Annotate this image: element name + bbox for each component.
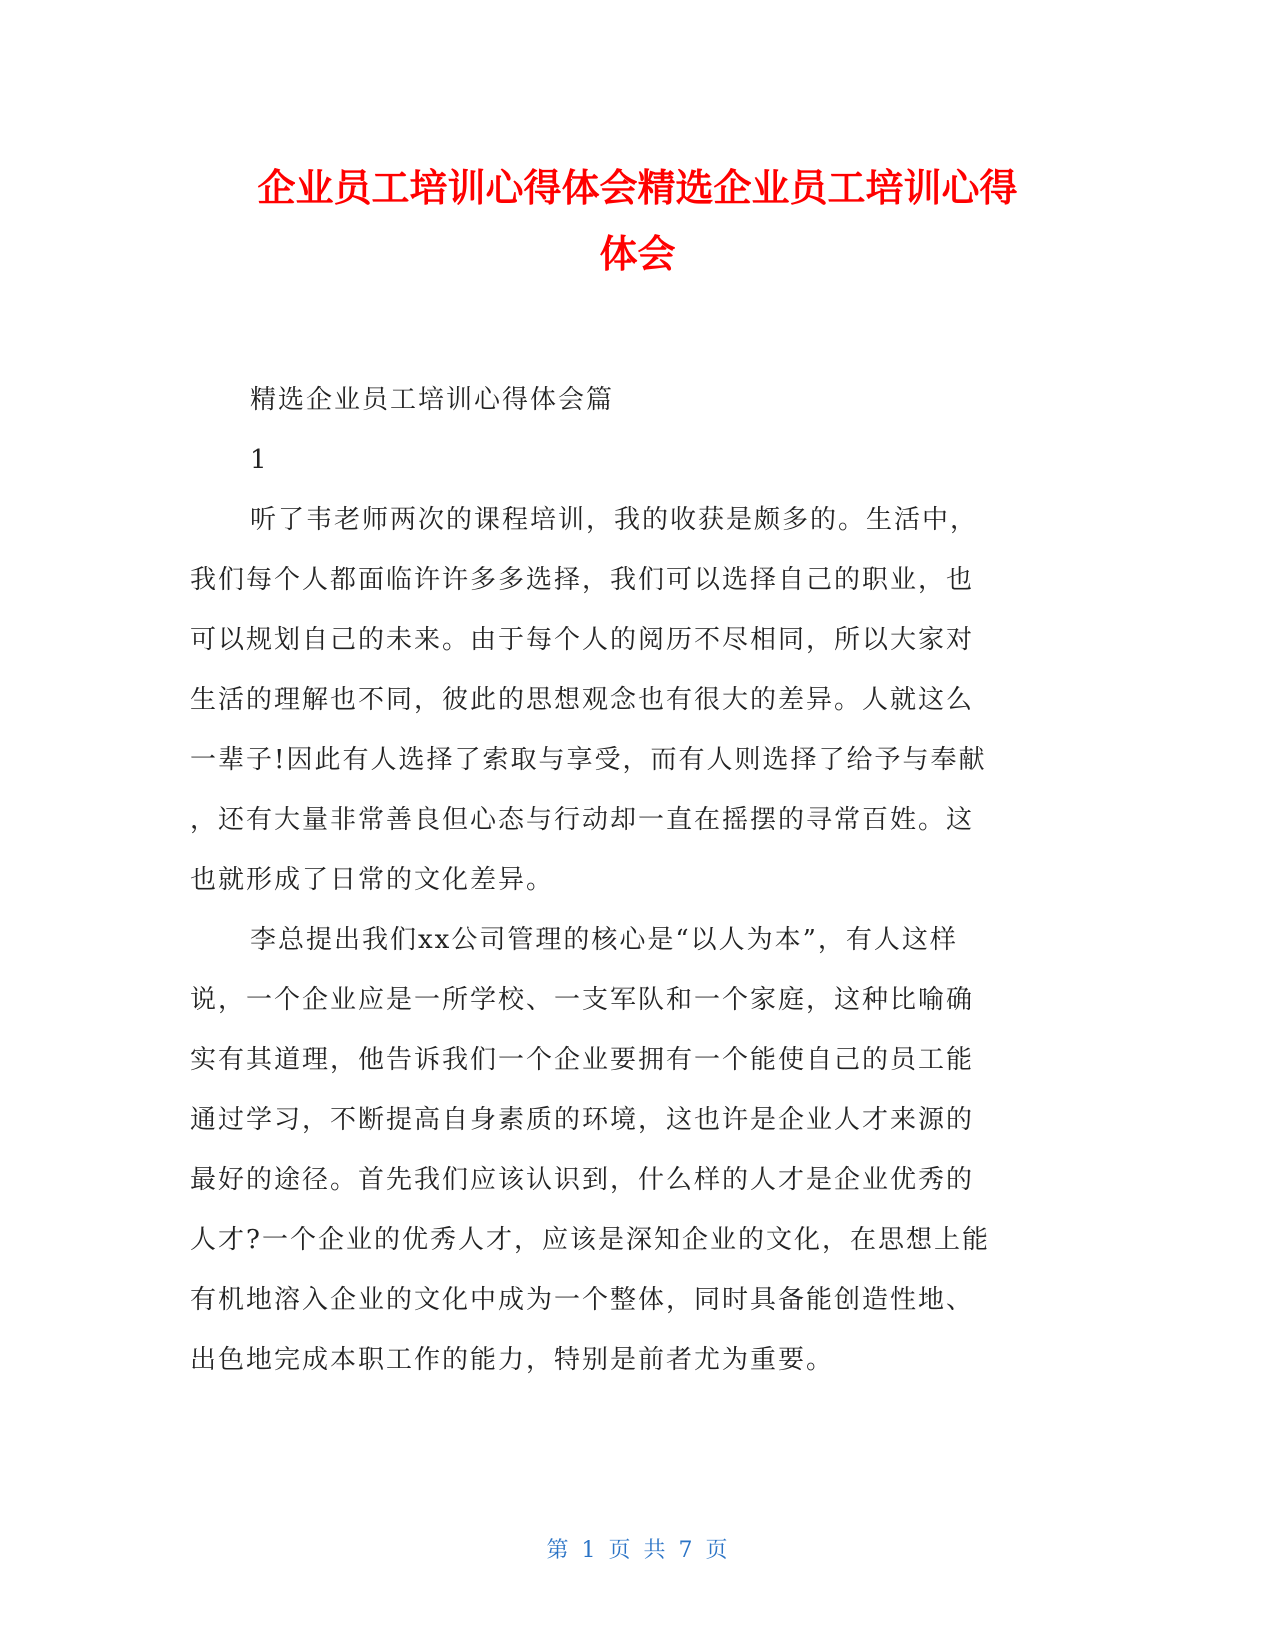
paragraph-line: 通过学习，不断提高自身素质的环境，这也许是企业人才来源的 [190, 1105, 975, 1135]
paragraph-line: 也就形成了日常的文化差异。 [190, 865, 555, 895]
paragraph-line: 实有其道理，他告诉我们一个企业要拥有一个能使自己的员工能 [190, 1045, 975, 1075]
paragraph-line: 可以规划自己的未来。由于每个人的阅历不尽相同，所以大家对 [190, 625, 975, 655]
paragraph-line: 人才?一个企业的优秀人才，应该是深知企业的文化，在思想上能 [190, 1225, 990, 1255]
paragraph-line: 有机地溶入企业的文化中成为一个整体，同时具备能创造性地、 [190, 1285, 975, 1315]
section-heading: 精选企业员工培训心得体会篇 [250, 385, 615, 415]
paragraph-line: ，还有大量非常善良但心态与行动却一直在摇摆的寻常百姓。这 [190, 805, 975, 835]
paragraph-line: 我们每个人都面临许许多多选择，我们可以选择自己的职业，也 [190, 565, 975, 595]
section-number: 1 [250, 445, 269, 475]
footer-total-pages: 7 [678, 1538, 694, 1563]
paragraph-1 [190, 490, 1085, 910]
document-body [190, 370, 1085, 1390]
footer-total-suffix: 页 [705, 1538, 729, 1563]
paragraph-line: 最好的途径。首先我们应该认识到，什么样的人才是企业优秀的 [190, 1165, 975, 1195]
paragraph-line: 一辈子!因此有人选择了索取与享受，而有人则选择了给予与奉献 [190, 745, 987, 775]
footer-total-label: 共 [643, 1538, 667, 1563]
page-footer [0, 1533, 1275, 1564]
footer-page-label: 第 [546, 1538, 570, 1563]
paragraph-2 [190, 910, 1085, 1390]
title-line-1: 企业员工培训心得体会精选企业员工培训心得 [257, 166, 1018, 210]
title-line-2: 体会 [599, 232, 676, 276]
footer-current-page: 1 [581, 1538, 597, 1563]
paragraph-line: 出色地完成本职工作的能力，特别是前者尤为重要。 [190, 1345, 835, 1375]
document-title [190, 155, 1085, 287]
paragraph-line: 听了韦老师两次的课程培训，我的收获是颇多的。生活中， [250, 505, 979, 535]
paragraph-line: 说，一个企业应是一所学校、一支军队和一个家庭，这种比喻确 [190, 985, 975, 1015]
footer-page-suffix: 页 [608, 1538, 632, 1563]
paragraph-line: 李总提出我们xx公司管理的核心是“以人为本”，有人这样 [250, 925, 958, 955]
paragraph-line: 生活的理解也不同，彼此的思想观念也有很大的差异。人就这么 [190, 685, 975, 715]
